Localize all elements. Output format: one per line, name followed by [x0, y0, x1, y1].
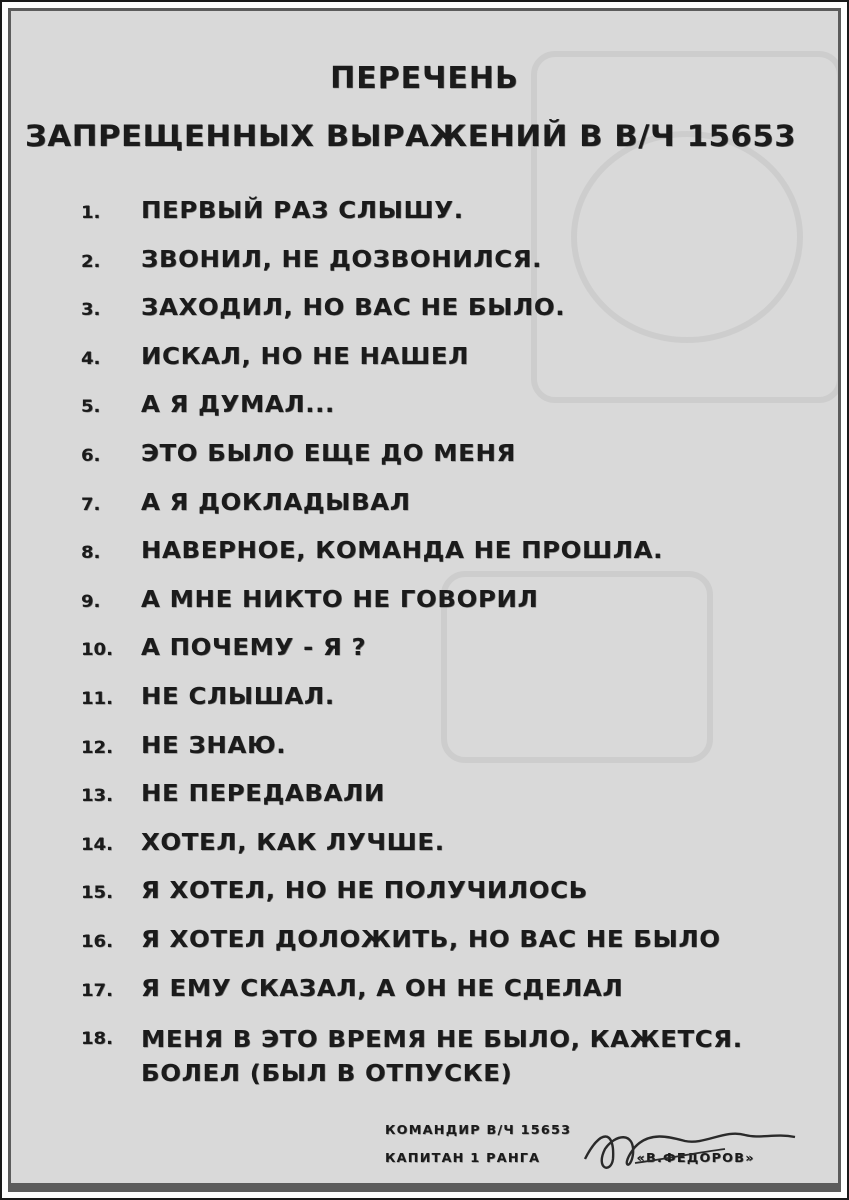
signature-block	[385, 1119, 825, 1179]
list-item	[81, 586, 821, 635]
document-subtitle: ЗАПРЕЩЕННЫХ ВЫРАЖЕНИЙ В В/Ч 15653	[25, 119, 797, 153]
item-number: 6.	[81, 445, 101, 466]
list-item	[81, 294, 821, 343]
item-number: 12.	[81, 737, 113, 758]
item-text: Я ХОТЕЛ ДОЛОЖИТЬ, НО ВАС НЕ БЫЛО	[141, 926, 721, 953]
document-title: ПЕРЕЧЕНЬ	[330, 61, 519, 96]
signature-rank: КАПИТАН 1 РАНГА	[385, 1151, 541, 1165]
signature-name: «В.ФЕДОРОВ»	[636, 1151, 755, 1165]
list-item	[81, 489, 821, 538]
bottom-rule	[11, 1183, 838, 1189]
list-item	[81, 683, 821, 732]
item-text: НЕ СЛЫШАЛ.	[141, 683, 335, 710]
list-item	[81, 829, 821, 878]
item-number: 11.	[81, 688, 113, 709]
item-number: 1.	[81, 203, 101, 223]
item-number: 18.	[81, 1029, 113, 1050]
forbidden-phrases-list	[81, 197, 821, 1103]
list-item	[81, 877, 821, 926]
item-text: ЗАХОДИЛ, НО ВАС НЕ БЫЛО.	[141, 295, 566, 322]
item-text: Я ЕМУ СКАЗАЛ, А ОН НЕ СДЕЛАЛ	[141, 975, 624, 1002]
document-paper	[8, 8, 841, 1192]
list-item	[81, 343, 821, 392]
item-text: А МНЕ НИКТО НЕ ГОВОРИЛ	[141, 586, 539, 613]
item-text: НЕ ПЕРЕДАВАЛИ	[141, 781, 386, 808]
item-text: НАВЕРНОЕ, КОМАНДА НЕ ПРОШЛА.	[141, 538, 664, 565]
item-number: 16.	[81, 931, 113, 952]
item-text: ЭТО БЫЛО ЕЩЕ ДО МЕНЯ	[141, 440, 516, 467]
item-text: ХОТЕЛ, КАК ЛУЧШЕ.	[141, 829, 445, 856]
list-item	[81, 197, 821, 246]
item-number: 13.	[81, 786, 113, 807]
signature-title-line: КОМАНДИР В/Ч 15653	[385, 1123, 572, 1137]
list-item	[81, 1023, 821, 1103]
list-item	[81, 926, 821, 975]
item-text: А Я ДУМАЛ...	[141, 392, 335, 419]
item-number: 5.	[81, 397, 101, 418]
item-number: 8.	[81, 543, 101, 564]
list-item	[81, 780, 821, 829]
list-item	[81, 537, 821, 586]
list-item	[81, 975, 821, 1024]
item-number: 15.	[81, 883, 113, 904]
list-item	[81, 440, 821, 489]
list-item	[81, 391, 821, 440]
item-text: МЕНЯ В ЭТО ВРЕМЯ НЕ БЫЛО, КАЖЕТСЯ. БОЛЕЛ (БЫЛ В ОТПУСКЕ)	[141, 1027, 743, 1088]
list-item	[81, 634, 821, 683]
item-number: 4.	[81, 348, 101, 369]
list-item	[81, 732, 821, 781]
item-text: Я ХОТЕЛ, НО НЕ ПОЛУЧИЛОСЬ	[141, 878, 588, 905]
item-text: А Я ДОКЛАДЫВАЛ	[141, 489, 411, 516]
item-number: 9.	[81, 591, 101, 612]
item-text: ЗВОНИЛ, НЕ ДОЗВОНИЛСЯ.	[141, 246, 543, 273]
item-number: 10.	[81, 640, 113, 661]
item-number: 3.	[81, 300, 101, 321]
list-item	[81, 246, 821, 295]
item-text: ИСКАЛ, НО НЕ НАШЕЛ	[141, 343, 470, 370]
item-text: НЕ ЗНАЮ.	[141, 732, 287, 759]
item-number: 2.	[81, 251, 101, 272]
item-text: ПЕРВЫЙ РАЗ СЛЫШУ.	[141, 198, 464, 224]
item-number: 14.	[81, 834, 113, 855]
handwritten-signature	[575, 1119, 805, 1179]
item-number: 17.	[81, 980, 113, 1001]
item-text: А ПОЧЕМУ - Я ?	[141, 635, 367, 662]
item-number: 7.	[81, 494, 101, 515]
